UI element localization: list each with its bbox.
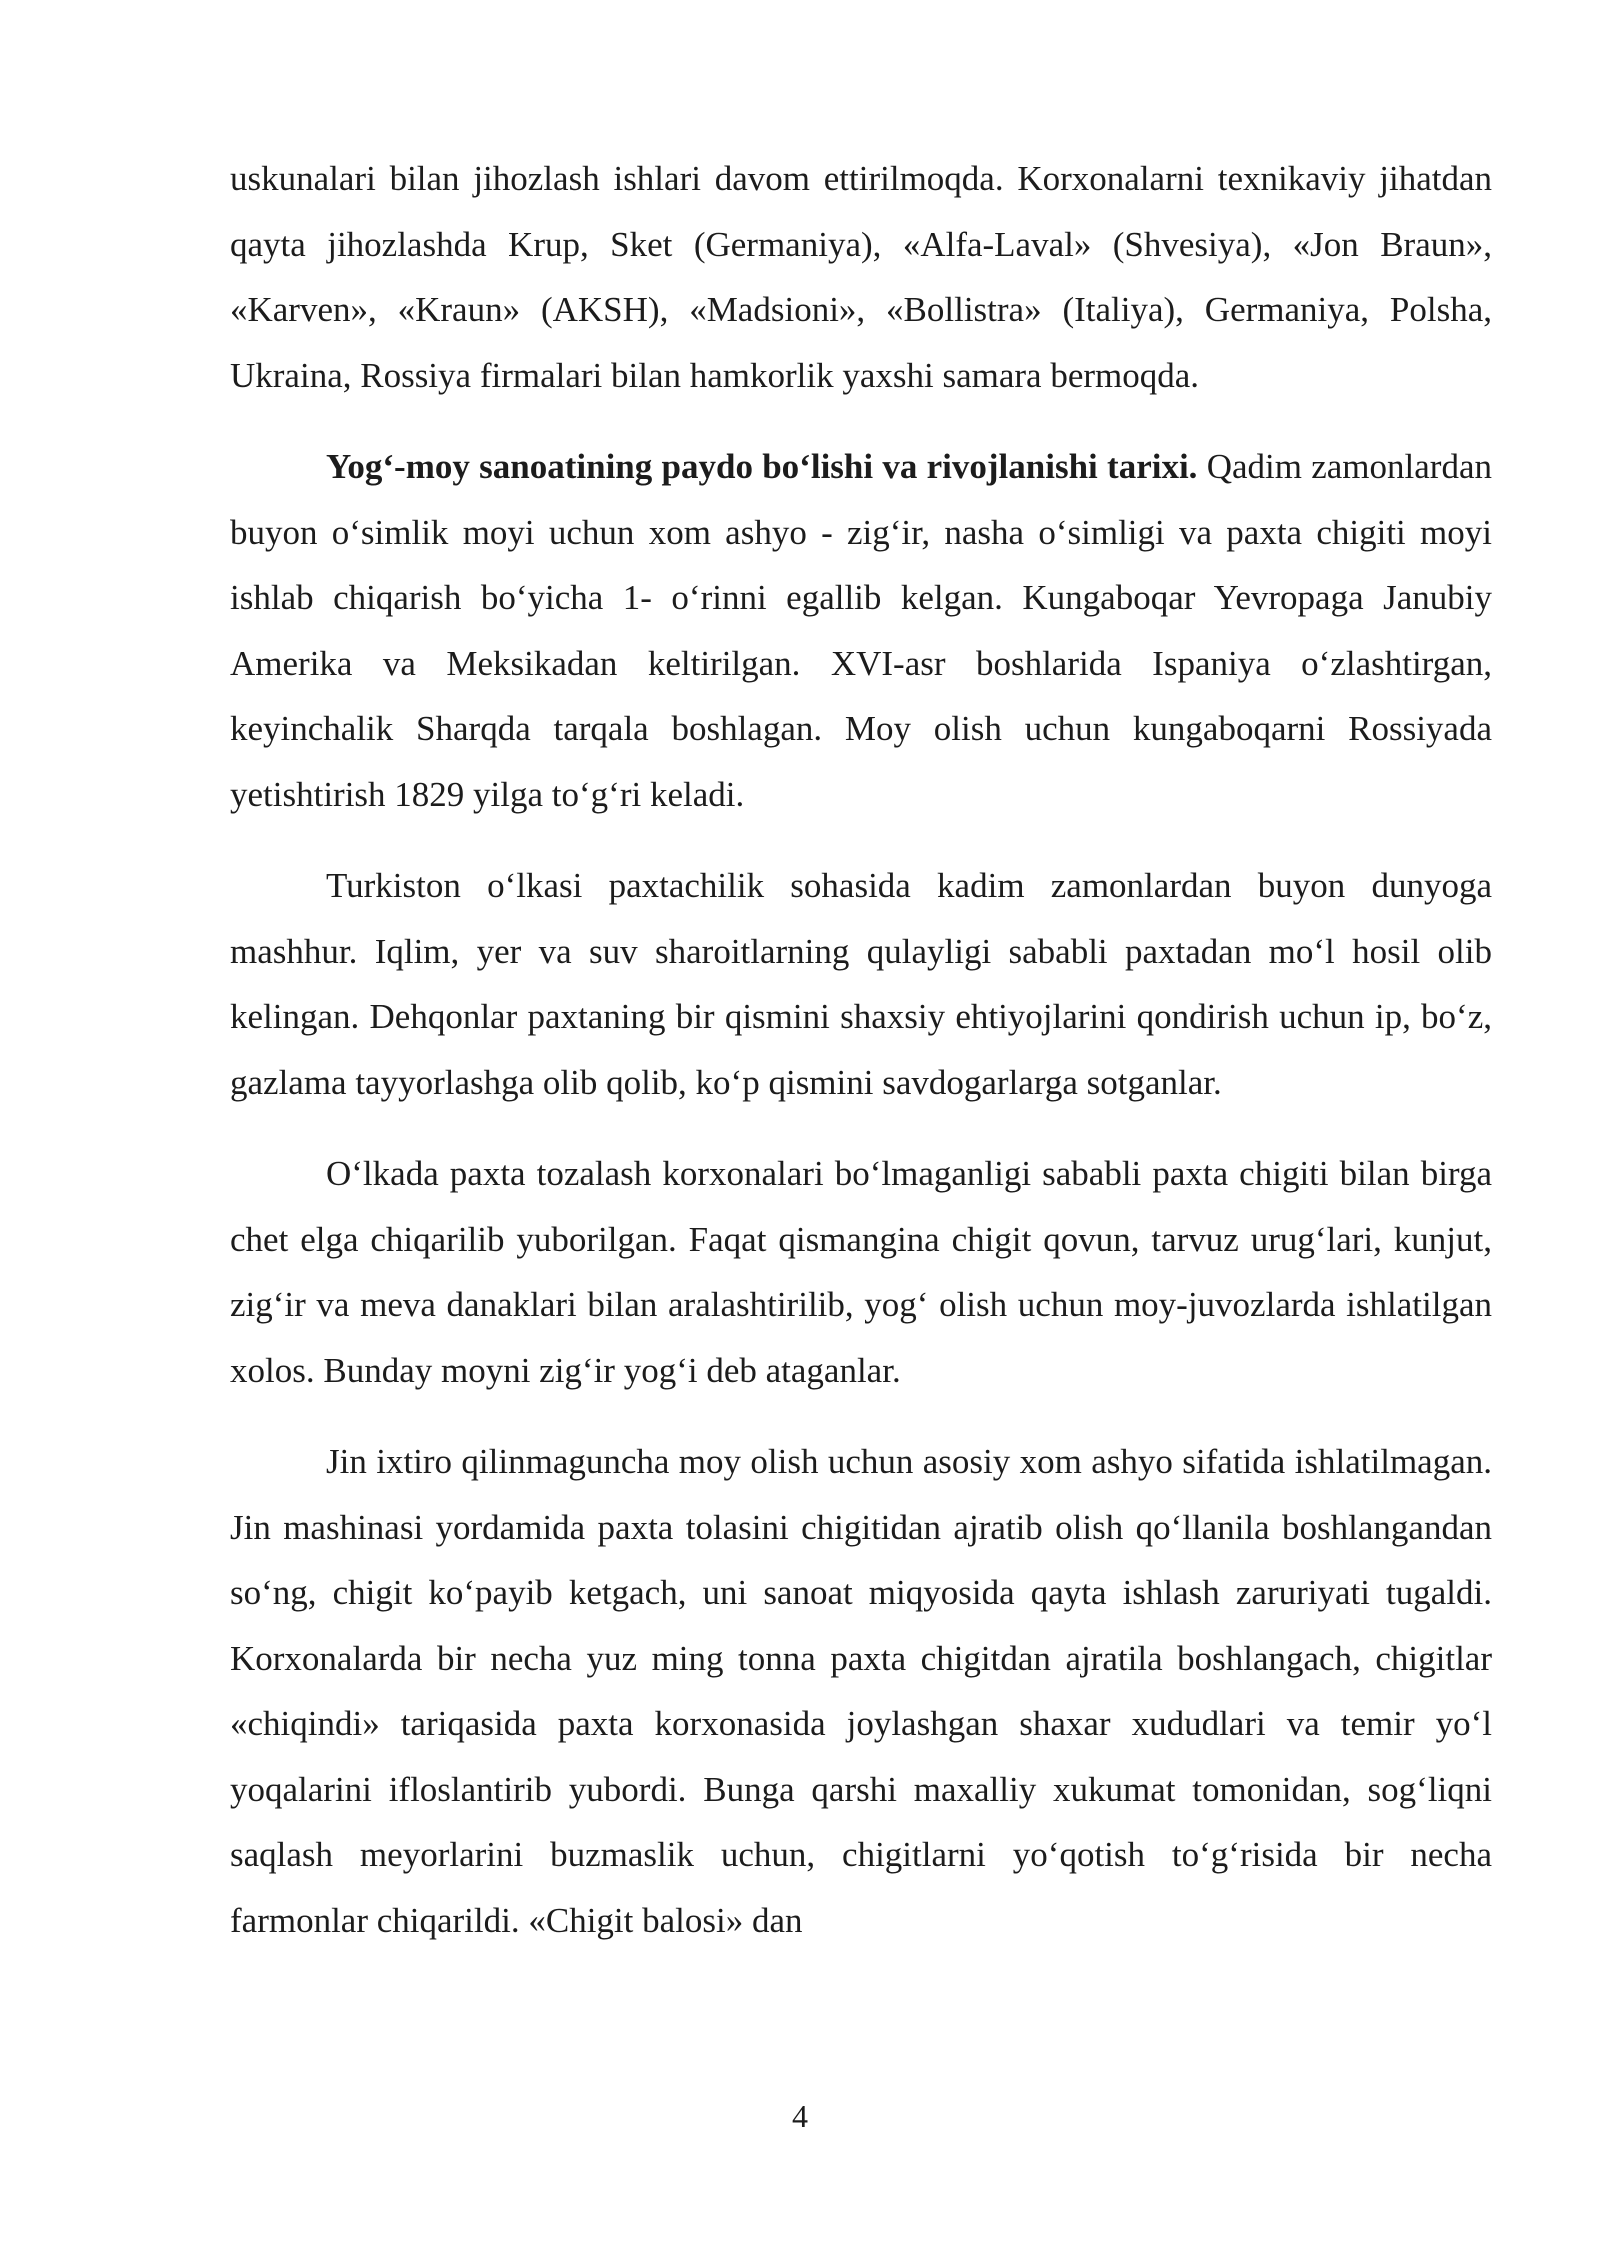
paragraph-4: O‘lkada paxta tozalash korxonalari bo‘lmaganligi sababli paxta chigiti bilan birga chet elga chiqarilib yuborilgan. Faqat qismangina chigit qovun, tarvuz urug‘lari, kunjut, zig‘ir va meva danaklari bilan aralashtirilib, yog‘ olish uchun moy-juvozlarda ishlatilgan xolos. Bunday moyni zig‘ir yog‘i deb ataganlar. — [230, 1154, 1492, 1390]
page-number: 4 — [792, 2098, 808, 2134]
paragraph-2 — [230, 434, 1492, 827]
document-page — [230, 146, 1492, 1979]
paragraph-5: Jin ixtiro qilinmaguncha moy olish uchun asosiy xom ashyo sifatida ishlatilmagan. Jin mashinasi yordamida paxta tolasini chigitidan ajratib olish qo‘llanila boshlangandan so‘ng, chigit ko‘payib ketgach, uni sanoat miqyosida qayta ishlash zaruriyati tugaldi. Korxonalarda bir necha yuz ming tonna paxta chigitdan ajratila boshlangach, chigitlar «chiqindi» tariqasida paxta korxonasida joylashgan shaxar xududlari va temir yo‘l yoqalarini ifloslantirib yubordi. Bunga qarshi maxalliy xukumat tomonidan, sog‘liqni saqlash meyorlarini buzmaslik uchun, chigitlarni yo‘qotish to‘g‘risida bir necha farmonlar chiqarildi. «Chigit balosi» dan — [230, 1442, 1492, 1940]
paragraph-3: Turkiston o‘lkasi paxtachilik sohasida kadim zamonlardan buyon dunyoga mashhur. Iqlim, yer va suv sharoitlarning qulayligi sababli paxtadan mo‘l hosil olib kelingan. Dehqonlar paxtaning bir qismini shaxsiy ehtiyojlarini qondirish uchun ip, bo‘z, gazlama tayyorlashga olib qolib, ko‘p qismini savdogarlarga sotganlar. — [230, 866, 1492, 1102]
section-heading: Yog‘-moy sanoatining paydo bo‘lishi va rivojlanishi tarixi. — [326, 447, 1198, 486]
paragraph-2-body: Qadim zamonlardan buyon o‘simlik moyi uchun xom ashyo - zig‘ir, nasha o‘simligi va paxta chigiti moyi ishlab chiqarish bo‘yicha 1- o‘rinni egallib kelgan. Kungaboqar Yevropaga Janubiy Amerika va Meksikadan keltirilgan. XVI-asr boshlarida Ispaniya o‘zlashtirgan, keyinchalik Sharqda tarqala boshlagan. Moy olish uchun kungaboqarni Rossiyada yetishtirish 1829 yilga to‘g‘ri keladi. — [230, 447, 1492, 814]
paragraph-1: uskunalari bilan jihozlash ishlari davom ettirilmoqda. Korxonalarni texnikaviy jihatdan qayta jihozlashda Krup, Sket (Germaniya), «Alfa-Laval» (Shvesiya), «Jon Braun», «Karven», «Kraun» (AKSH), «Madsioni», «Bollistra» (Italiya), Germaniya, Polsha, Ukraina, Rossiya firmalari bilan hamkorlik yaxshi samara bermoqda. — [230, 159, 1492, 395]
